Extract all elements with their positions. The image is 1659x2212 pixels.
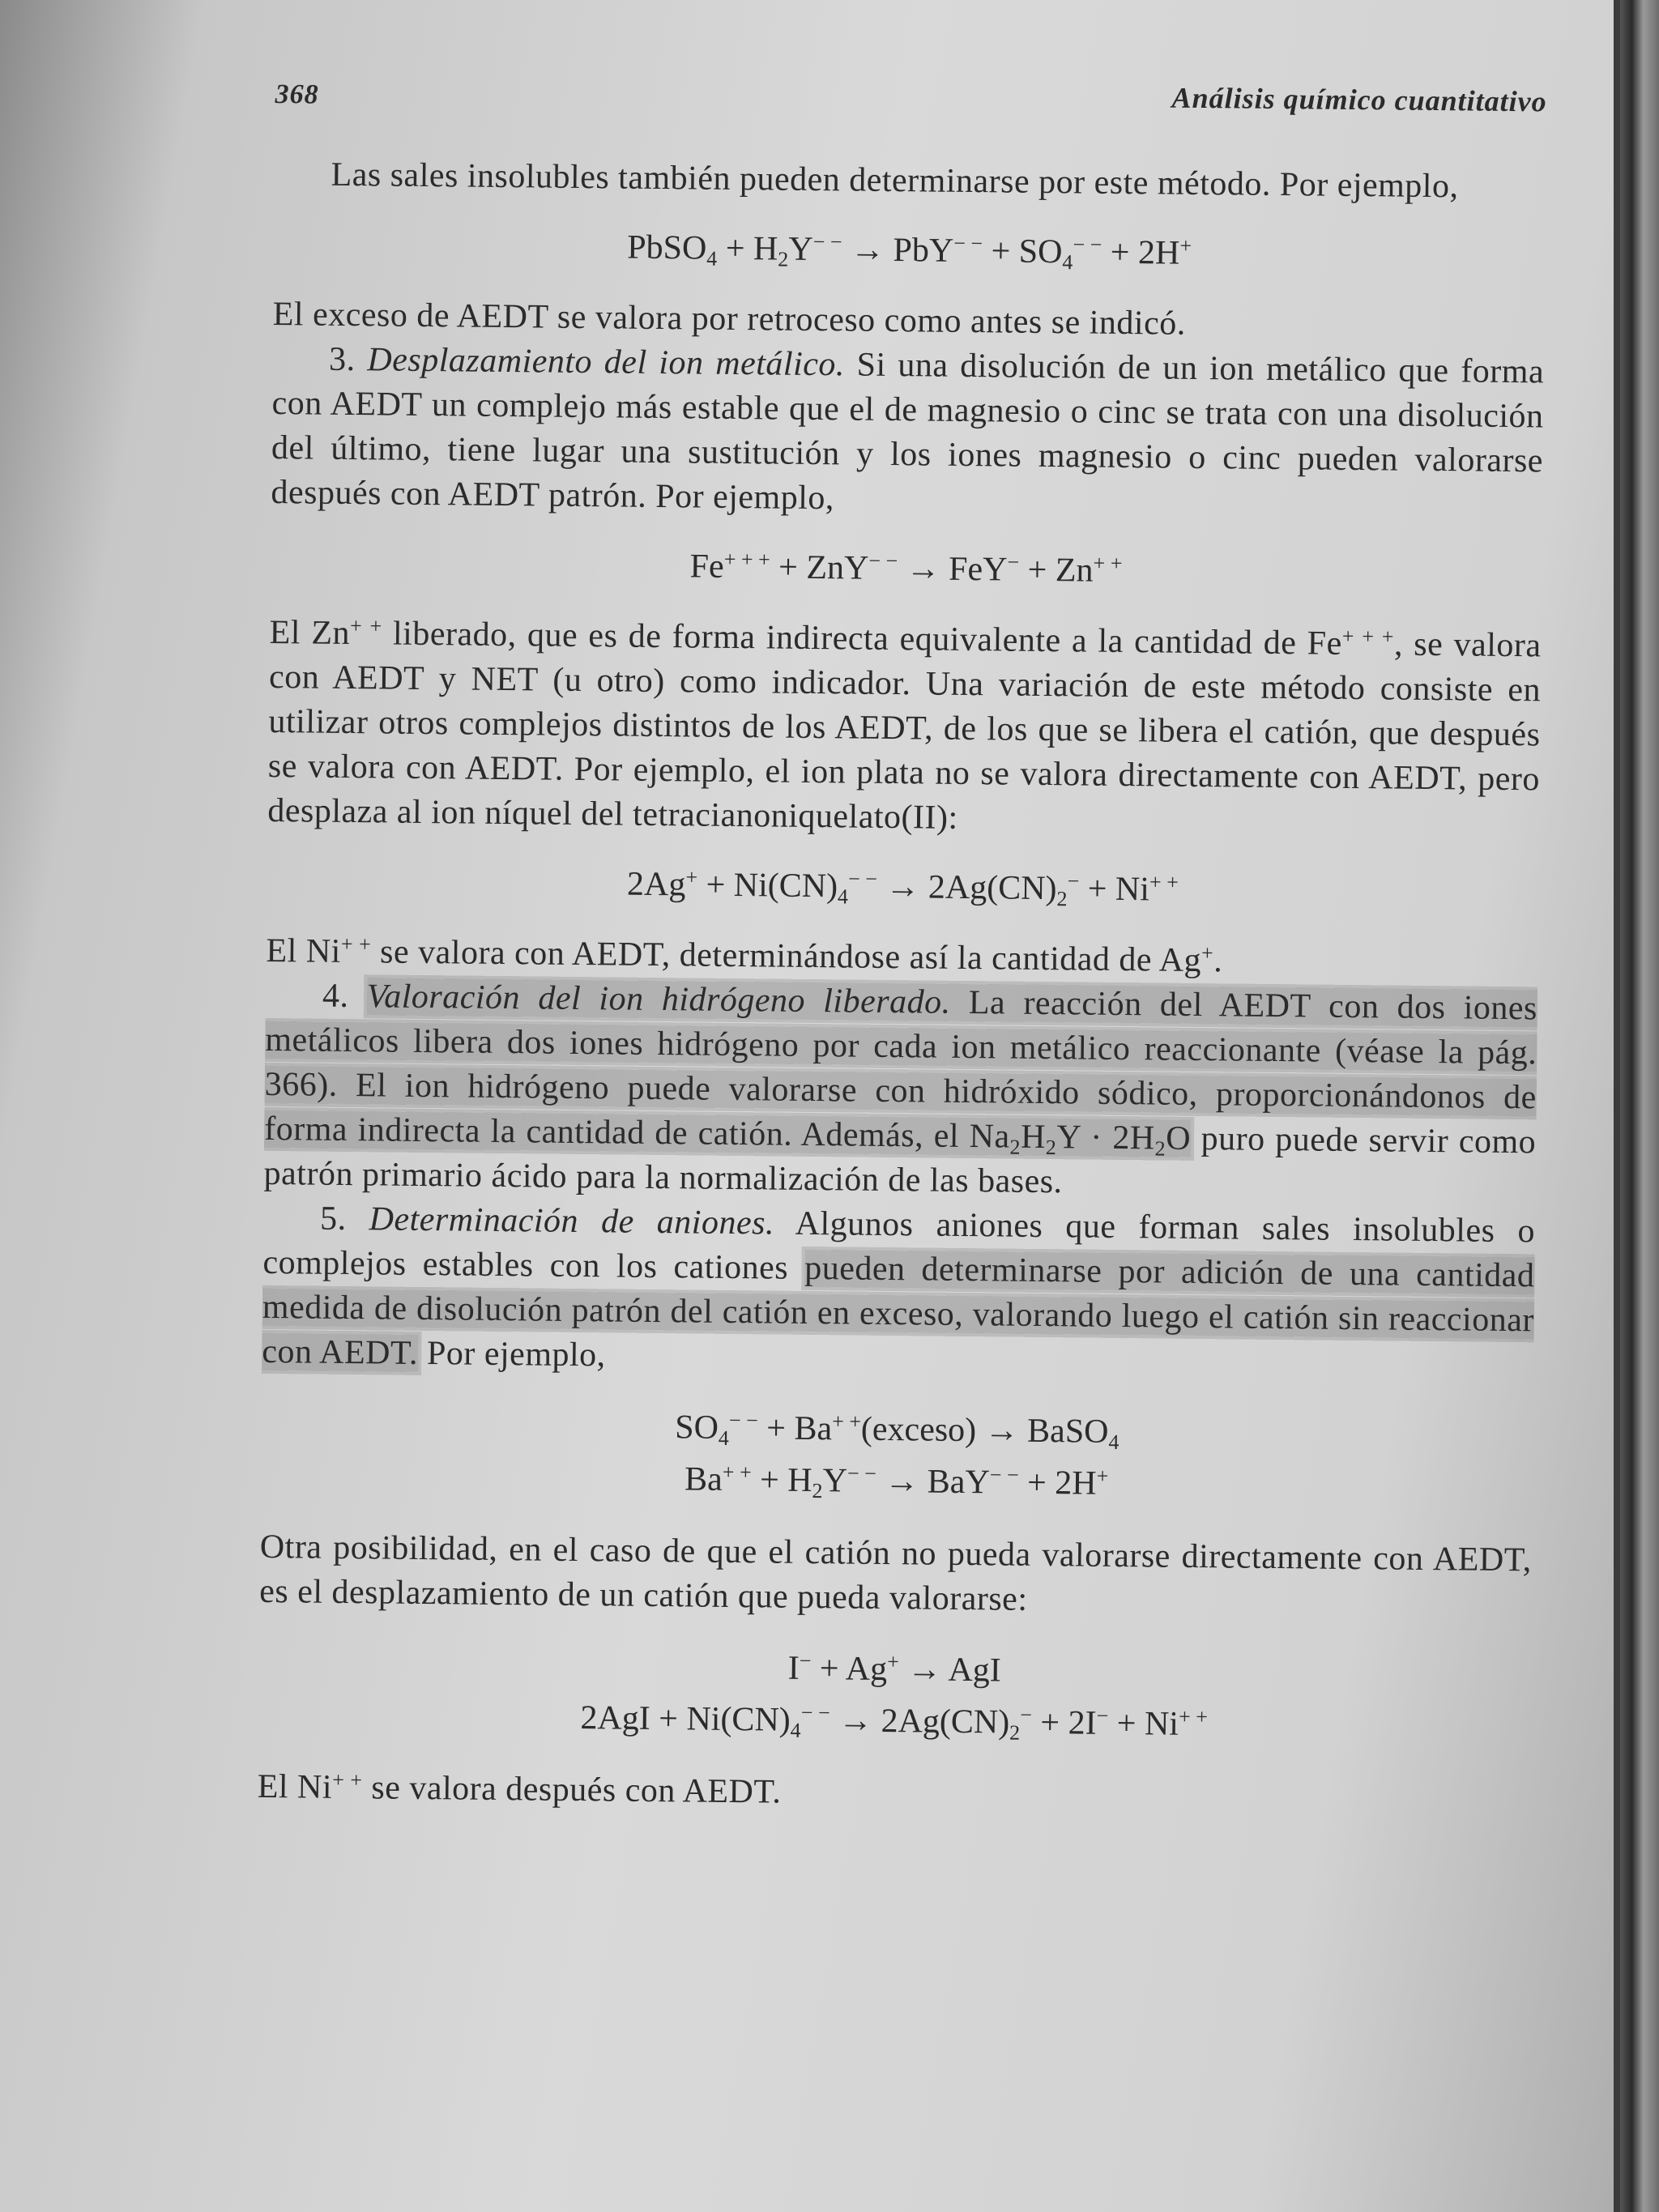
equation-pbso4: PbSO$_4$ + $H_2Y^{- -} \to PbY^{- -} + SO_4^{- -} + 2H^+$ xyxy=(627,228,1192,275)
book-page xyxy=(254,65,1547,2151)
paragraph-ni-valora: El Ni+ + se valora con AEDT, determinándose así la cantidad de Ag+. xyxy=(266,931,1223,980)
equation-group-sulfato xyxy=(260,1399,1533,1512)
equation-agi-nicn: $2AgI + Ni(CN)_4^{- -} \to 2Ag(CN)_2^- + 2I^- + Ni^{+ +}$ xyxy=(580,1699,1209,1745)
section-title-desplazamiento: Desplazamiento del ion metálico. xyxy=(367,341,846,384)
paragraph-desplazamiento: 3. Desplazamiento del ion metálico. Si una disolución de un ion metálico que forma con AEDT un complejo más estable que el de magnesio o cinc se trata con una disolución del último, tiene lugar una sustitución y los iones magnesio o cinc pueden valorarse después con AEDT patrón. Por ejemplo, xyxy=(271,340,1545,518)
equation-so4-ba: $SO_4^{- -}$ + Ba+ +(exceso) → BaSO$_4$ xyxy=(675,1408,1120,1454)
paragraph-sales-insolubles: Las sales insolubles también pueden determinarse por este método. Por ejemplo, xyxy=(331,156,1459,206)
paragraph-ni-despues: El Ni+ + se valora después con AEDT. xyxy=(257,1767,782,1811)
equation-fe-zny: Fe+ + + + ZnY− − → FeY− + Zn+ + xyxy=(689,547,1123,590)
equation-i-ag: I− + Ag+ → AgI xyxy=(787,1648,1002,1690)
running-head: Análisis químico cuantitativo xyxy=(1171,81,1547,118)
page-number: 368 xyxy=(275,79,319,110)
equation-group-yoduro xyxy=(258,1639,1530,1752)
section-title-ion-hidrogeno: Valoración del ion hidrógeno liberado. xyxy=(366,978,951,1021)
paragraph-exceso-aedt: El exceso de AEDT se valora por retroceso como antes se indicó. xyxy=(272,295,1186,343)
highlighted-text: pueden determinarse por adición de una cantidad medida de disolución patrón del catión en exceso, valorando luego el catión sin reaccionar con AEDT. xyxy=(262,1249,1535,1372)
paragraph-zn-liberado: El Zn+ + liberado, que es de forma indirecta equivalente a la cantidad de Fe+ + +, se valora con AEDT y NET (u otro) como indicador. Una variación de este método consiste en utilizar otros complejos distintos de los AEDT, de los que se libera el catión, que después se valora con AEDT. Por ejemplo, el ion plata no se valora directamente con AEDT, pero desplaza al ion níquel del tetracianoniquelato(II): xyxy=(267,613,1542,837)
section-title-aniones: Determinación de aniones. xyxy=(369,1200,775,1242)
book-page-edge xyxy=(1620,0,1659,2212)
paragraph-otra-posibilidad: Otra posibilidad, en el caso de que el catión no pueda valorarse directamente con AEDT, es el desplazamiento de un catión que pueda valorarse: xyxy=(259,1528,1532,1618)
paragraph-aniones: 5. Determinación de aniones. Algunos aniones que forman sales insolubles o complejos estables con los cationes pueden determinarse por adición de una cantidad medida de disolución patrón del catión en exceso, valorando luego el catión sin reaccionar con AEDT. Por ejemplo, xyxy=(262,1200,1536,1375)
equation-ag-nicn: $2Ag^+ + Ni(CN)_4^{- -} \to 2Ag(CN)_2^- + Ni^{+ +}$ xyxy=(626,865,1179,911)
equation-ba-h2y: $Ba^{+ +} + H_2Y^{- -} \to BaY^{- -} + 2H^+$ xyxy=(684,1460,1109,1503)
paragraph-ion-hidrogeno: 4. Valoración del ion hidrógeno liberado. La reacción del AEDT con dos iones metálicos libera dos iones hidrógeno por cada ion metálico reaccionante (véase la pág. 366). El ion hidrógeno puede valorarse con hidróxido sódico, proporcionándonos de forma indirecta la cantidad de catión. Además, el $Na_2H_2Y \cdot 2H_2O$ puro puede servir como patrón primario ácido para la normalización de las bases. xyxy=(263,977,1538,1201)
page-body xyxy=(257,152,1546,1822)
